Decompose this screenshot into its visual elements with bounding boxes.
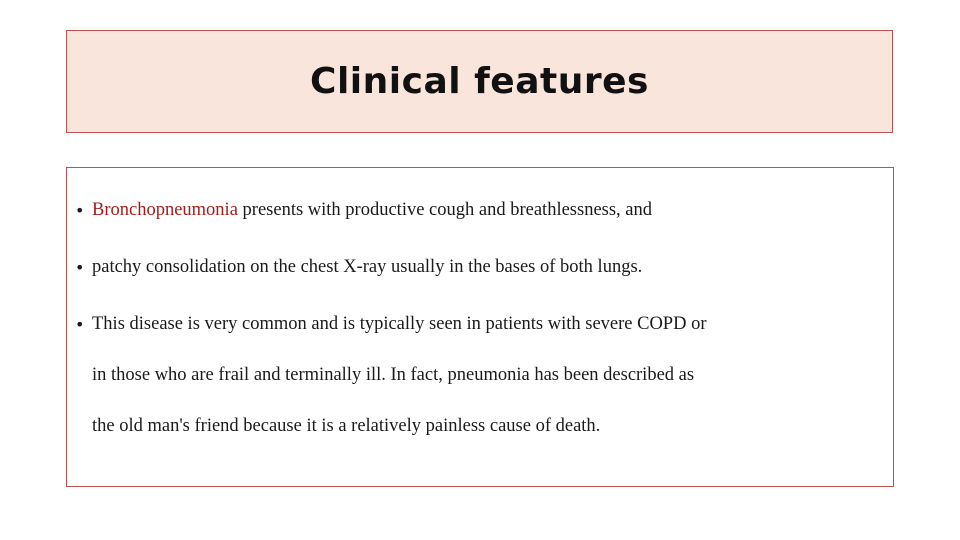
bullet-text: presents with productive cough and breathlessness, and — [237, 200, 653, 220]
bullet-list — [75, 185, 885, 452]
slide-title: Clinical features — [310, 61, 649, 102]
bullet-item — [75, 299, 885, 452]
bullet-dot-icon: • — [75, 315, 85, 334]
content-panel — [66, 167, 894, 487]
bullet-item — [75, 242, 885, 293]
bullet-dot-icon: • — [75, 201, 85, 220]
bullet-text-line: the old man's friend because it is a relatively painless cause of death. — [92, 416, 601, 436]
title-banner — [66, 30, 893, 133]
bullet-dot-icon: • — [75, 258, 85, 277]
bullet-text-line: This disease is very common and is typically seen in patients with severe COPD or — [92, 314, 707, 334]
bullet-text-line: in those who are frail and terminally ill. In fact, pneumonia has been described as — [92, 365, 695, 385]
highlighted-term: Bronchopneumonia — [92, 200, 238, 220]
bullet-item — [75, 185, 885, 236]
bullet-text: patchy consolidation on the chest X-ray usually in the bases of both lungs. — [92, 257, 643, 277]
